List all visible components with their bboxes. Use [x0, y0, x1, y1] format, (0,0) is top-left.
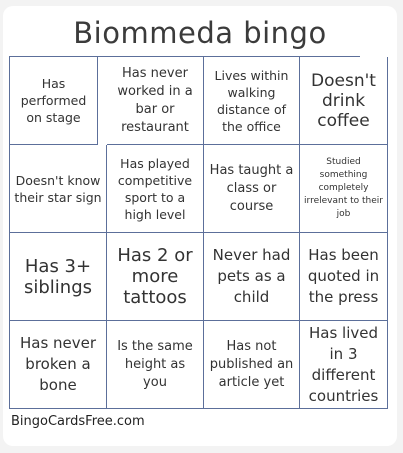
bingo-cell-r1c3[interactable]: [204, 57, 300, 145]
cell-text: Is the same height as you: [117, 338, 193, 390]
bingo-cell-r2c2[interactable]: [107, 145, 204, 233]
cell-text: Has taught a class or course: [209, 162, 294, 214]
bingo-cell-r1c2[interactable]: [107, 57, 204, 145]
bingo-grid: [9, 56, 383, 409]
cell-text: Has never worked in a bar or restaurant: [117, 65, 193, 135]
cell-text: Has been quoted in the press: [307, 246, 380, 306]
bingo-cell-r4c3[interactable]: [204, 321, 300, 409]
cell-text: Has never broken a bone: [19, 334, 97, 394]
bingo-cell-r3c3[interactable]: [204, 233, 300, 321]
cell-text: Has played competitive sport to a high level: [117, 155, 193, 222]
cell-text: Has not published an article yet: [209, 338, 294, 390]
cell-text: Has 2 or more tattoos: [117, 245, 193, 308]
cell-text: Doesn't drink coffee: [311, 70, 376, 131]
bingo-card: [3, 6, 397, 446]
cell-text: Never had pets as a child: [212, 246, 291, 306]
cell-text: Has lived in 3 different countries: [308, 323, 379, 405]
bingo-cell-r3c1[interactable]: [10, 233, 107, 321]
bingo-cell-r2c3[interactable]: [204, 145, 300, 233]
bingo-cell-r3c2[interactable]: [107, 233, 204, 321]
bingo-cell-r4c2[interactable]: [107, 321, 204, 409]
bingo-cell-r2c4[interactable]: [300, 145, 388, 233]
bingo-cell-r2c1[interactable]: [10, 145, 107, 233]
cell-text: Has 3+ siblings: [23, 255, 93, 298]
card-title: Biommeda bingo: [73, 16, 327, 50]
footer-credit: BingoCardsFree.com: [11, 414, 145, 429]
cell-text: Doesn't know their star sign: [14, 172, 102, 205]
bingo-cell-r3c4[interactable]: [300, 233, 388, 321]
bingo-cell-r4c1[interactable]: [10, 321, 107, 409]
cell-text: Lives within walking distance of the office: [214, 67, 289, 134]
bingo-cell-r1c4[interactable]: [300, 57, 388, 145]
bingo-cell-r4c4[interactable]: [300, 321, 388, 409]
cell-text: Studied something completely irrelevant to their job: [304, 157, 383, 219]
bingo-cell-r1c1[interactable]: [10, 57, 98, 145]
cell-text: Has performed on stage: [20, 76, 87, 125]
